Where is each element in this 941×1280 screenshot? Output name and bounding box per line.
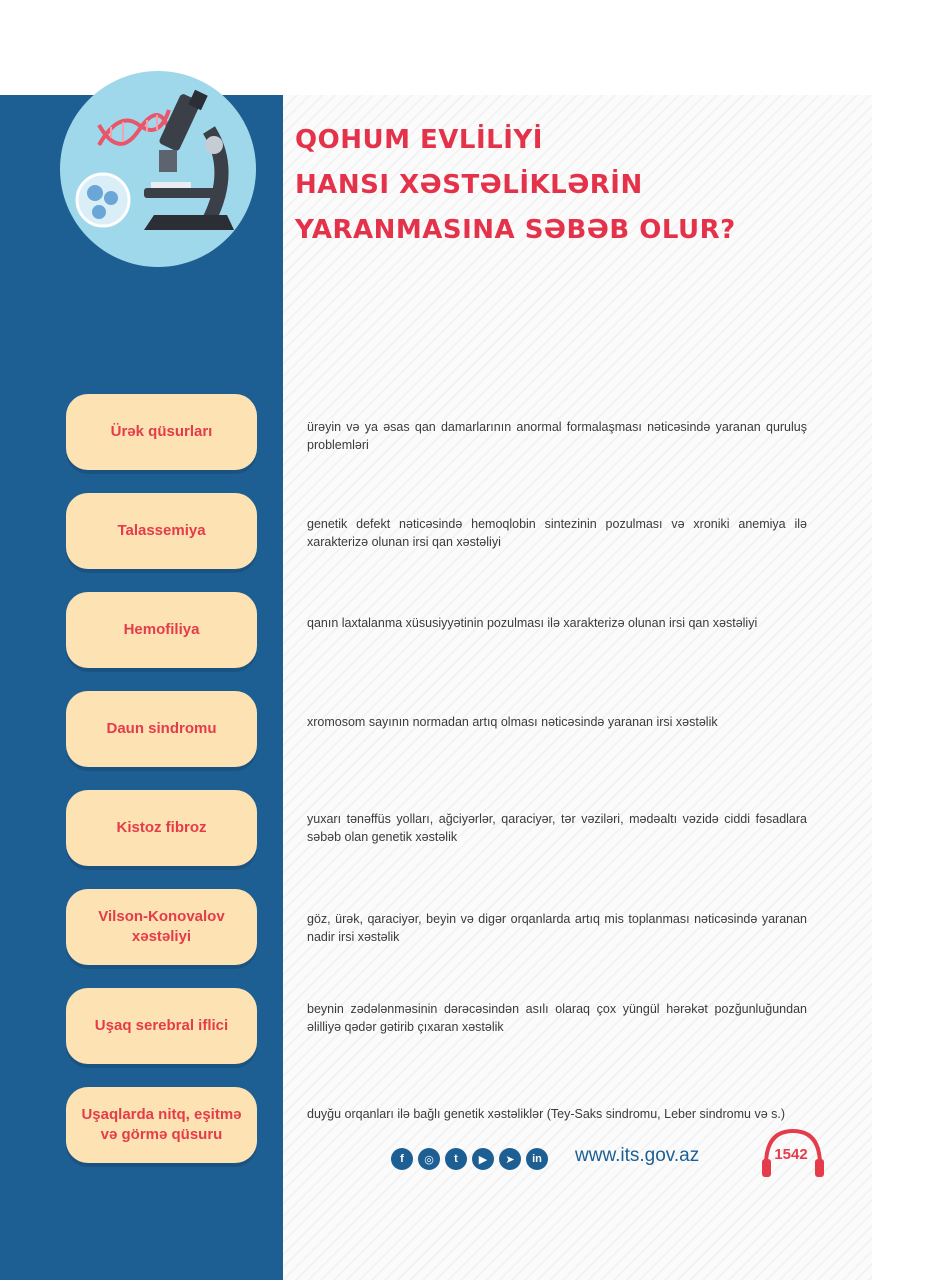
- social-icons: [391, 1148, 548, 1170]
- disease-label: Kistoz fibroz: [66, 790, 257, 866]
- linkedin-icon[interactable]: in: [526, 1148, 548, 1170]
- website-link[interactable]: www.its.gov.az: [575, 1145, 700, 1166]
- title-line-3: YARANMASINA SƏBƏB OLUR?: [295, 215, 736, 245]
- title-line-1: QOHUM EVLİLİYİ: [295, 125, 543, 155]
- disease-label: Daun sindromu: [66, 691, 257, 767]
- disease-label: Talassemiya: [66, 493, 257, 569]
- title-line-2: HANSI XƏSTƏLİKLƏRİN: [295, 170, 643, 200]
- poster-title: [295, 118, 855, 253]
- disease-label: Hemofiliya: [66, 592, 257, 668]
- hotline-number: 1542: [774, 1146, 808, 1163]
- facebook-icon[interactable]: f: [391, 1148, 413, 1170]
- youtube-icon[interactable]: ▶: [472, 1148, 494, 1170]
- disease-description: duyğu orqanları ilə bağlı genetik xəstəliklər (Tey-Saks sindromu, Leber sindromu və s.): [307, 1107, 786, 1121]
- disease-label: Uşaqlarda nitq, eşitmə və görmə qüsuru: [66, 1087, 257, 1163]
- disease-description: qanın laxtalanma xüsusiyyətinin pozulması ilə xarakterizə olunan irsi qan xəstəliyi: [307, 616, 758, 630]
- disease-description: göz, ürək, qaraciyər, beyin və digər orqanlarda artıq mis toplanması nəticəsində yaranan nadir irsi xəstəlik: [307, 912, 807, 944]
- instagram-icon[interactable]: ◎: [418, 1148, 440, 1170]
- main-panel: [283, 95, 872, 1280]
- disease-label: Uşaq serebral iflici: [66, 988, 257, 1064]
- disease-description: genetik defekt nəticəsində hemoqlobin sintezinin pozulması və xroniki anemiya ilə xarakterizə olunan irsi qan xəstəliyi: [307, 517, 807, 549]
- disease-description: yuxarı tənəffüs yolları, ağciyərlər, qaraciyər, tər vəziləri, mədəaltı vəzidə ciddi fəsadlara səbəb olan genetik xəstəlik: [307, 812, 807, 844]
- disease-description: xromosom sayının normadan artıq olması nəticəsində yaranan irsi xəstəlik: [307, 715, 718, 729]
- disease-description: beynin zədələnməsinin dərəcəsindən asılı olaraq çox yüngül hərəkət pozğunluğundan əlilliyə qədər gətirib çıxaran xəstəlik: [307, 1002, 807, 1034]
- disease-description: ürəyin və ya əsas qan damarlarının anormal formalaşması nəticəsində yaranan quruluş problemləri: [307, 420, 807, 452]
- disease-label: Vilson-Konovalov xəstəliyi: [66, 889, 257, 965]
- twitter-icon[interactable]: t: [445, 1148, 467, 1170]
- telegram-icon[interactable]: ➤: [499, 1148, 521, 1170]
- disease-label: Ürək qüsurları: [66, 394, 257, 470]
- microscope-illustration-icon: [59, 70, 257, 268]
